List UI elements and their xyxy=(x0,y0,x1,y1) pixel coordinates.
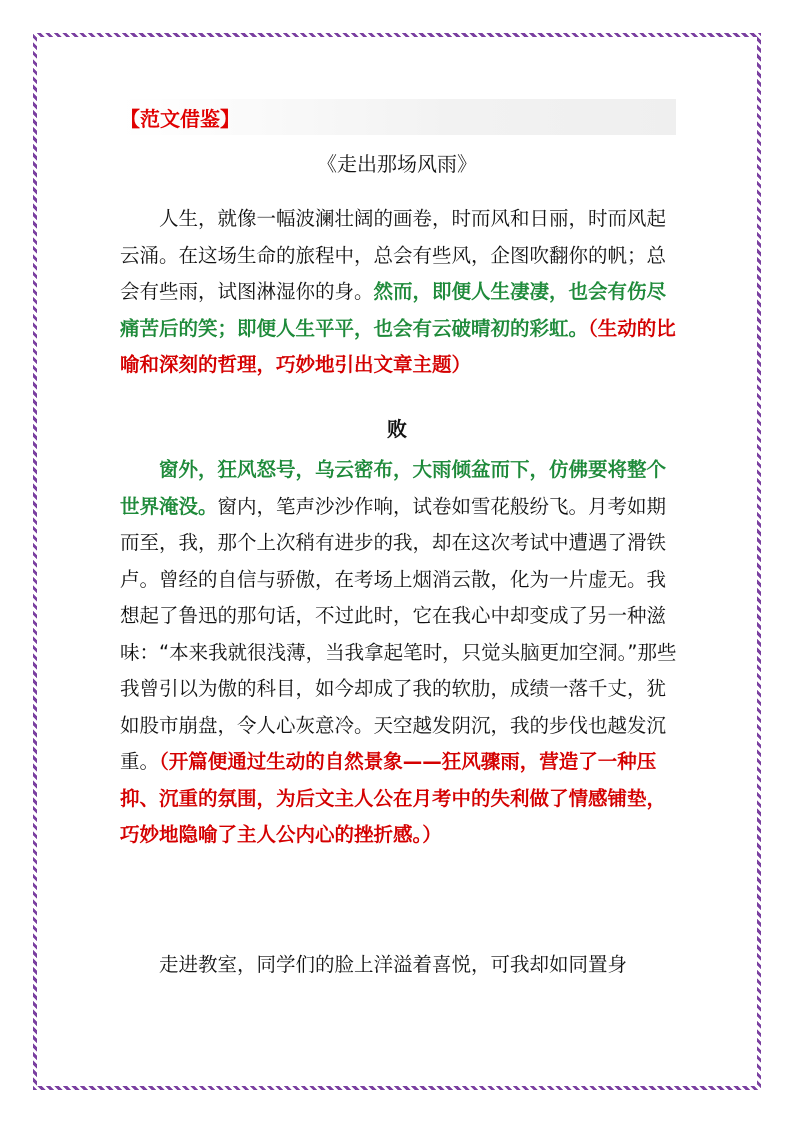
paragraph-1-highlight: 然而，即便人生凄凄，也会有伤尽痛苦后的笑；即便人生平平，也会有云破晴初的彩虹。 xyxy=(120,280,667,340)
stray-character: 败 xyxy=(387,417,407,441)
paragraph-1-annotation: （生动的比喻和深刻的哲理，巧妙地引出文章主题） xyxy=(120,316,676,376)
paragraph-2-annotation: （开篇便通过生动的自然景象——狂风骤雨，营造了一种压抑、沉重的氛围，为后文主人公在月考中的失利做了情感铺垫，巧妙地隐喻了主人公内心的挫折感。） xyxy=(120,750,667,846)
section-heading: 【范文借鉴】 xyxy=(120,107,240,131)
paragraph-1-text: 人生，就像一幅波澜壮阔的画卷，时而风和日丽，时而风起云涌。在这场生命的旅程中，总会有些风，企图吹翻你的帆；总会有些雨，试图淋湿你的身。 xyxy=(120,207,667,303)
paragraph-1 xyxy=(120,201,680,384)
paragraph-2-text: 窗内，笔声沙沙作响，试卷如雪花般纷飞。月考如期而至，我，那个上次稍有进步的我，却在这次考试中遭遇了滑铁卢。曾经的自信与骄傲，在考场上烟消云散，化为一片虚无。我想起了鲁迅的那句话，不过此时，它在我心中却变成了另一种滋味：“本来我就很浅薄，当我拿起笔时，只觉头脑更加空洞。”那些我曾引以为傲的科目，如今却成了我的软肋，成绩一落千丈，犹如股市崩盘，令人心灰意冷。天空越发阴沉，我的步伐也越发沉重。 xyxy=(120,494,677,773)
paragraph-2-highlight: 窗外，狂风怒号，乌云密布，大雨倾盆而下，仿佛要将整个世界淹没。 xyxy=(120,458,667,518)
essay-title: 《走出那场风雨》 xyxy=(317,152,477,176)
paragraph-2 xyxy=(120,452,680,854)
paragraph-3 xyxy=(120,947,680,984)
paragraph-3-text: 走进教室，同学们的脸上洋溢着喜悦，可我却如同置身 xyxy=(120,953,628,976)
